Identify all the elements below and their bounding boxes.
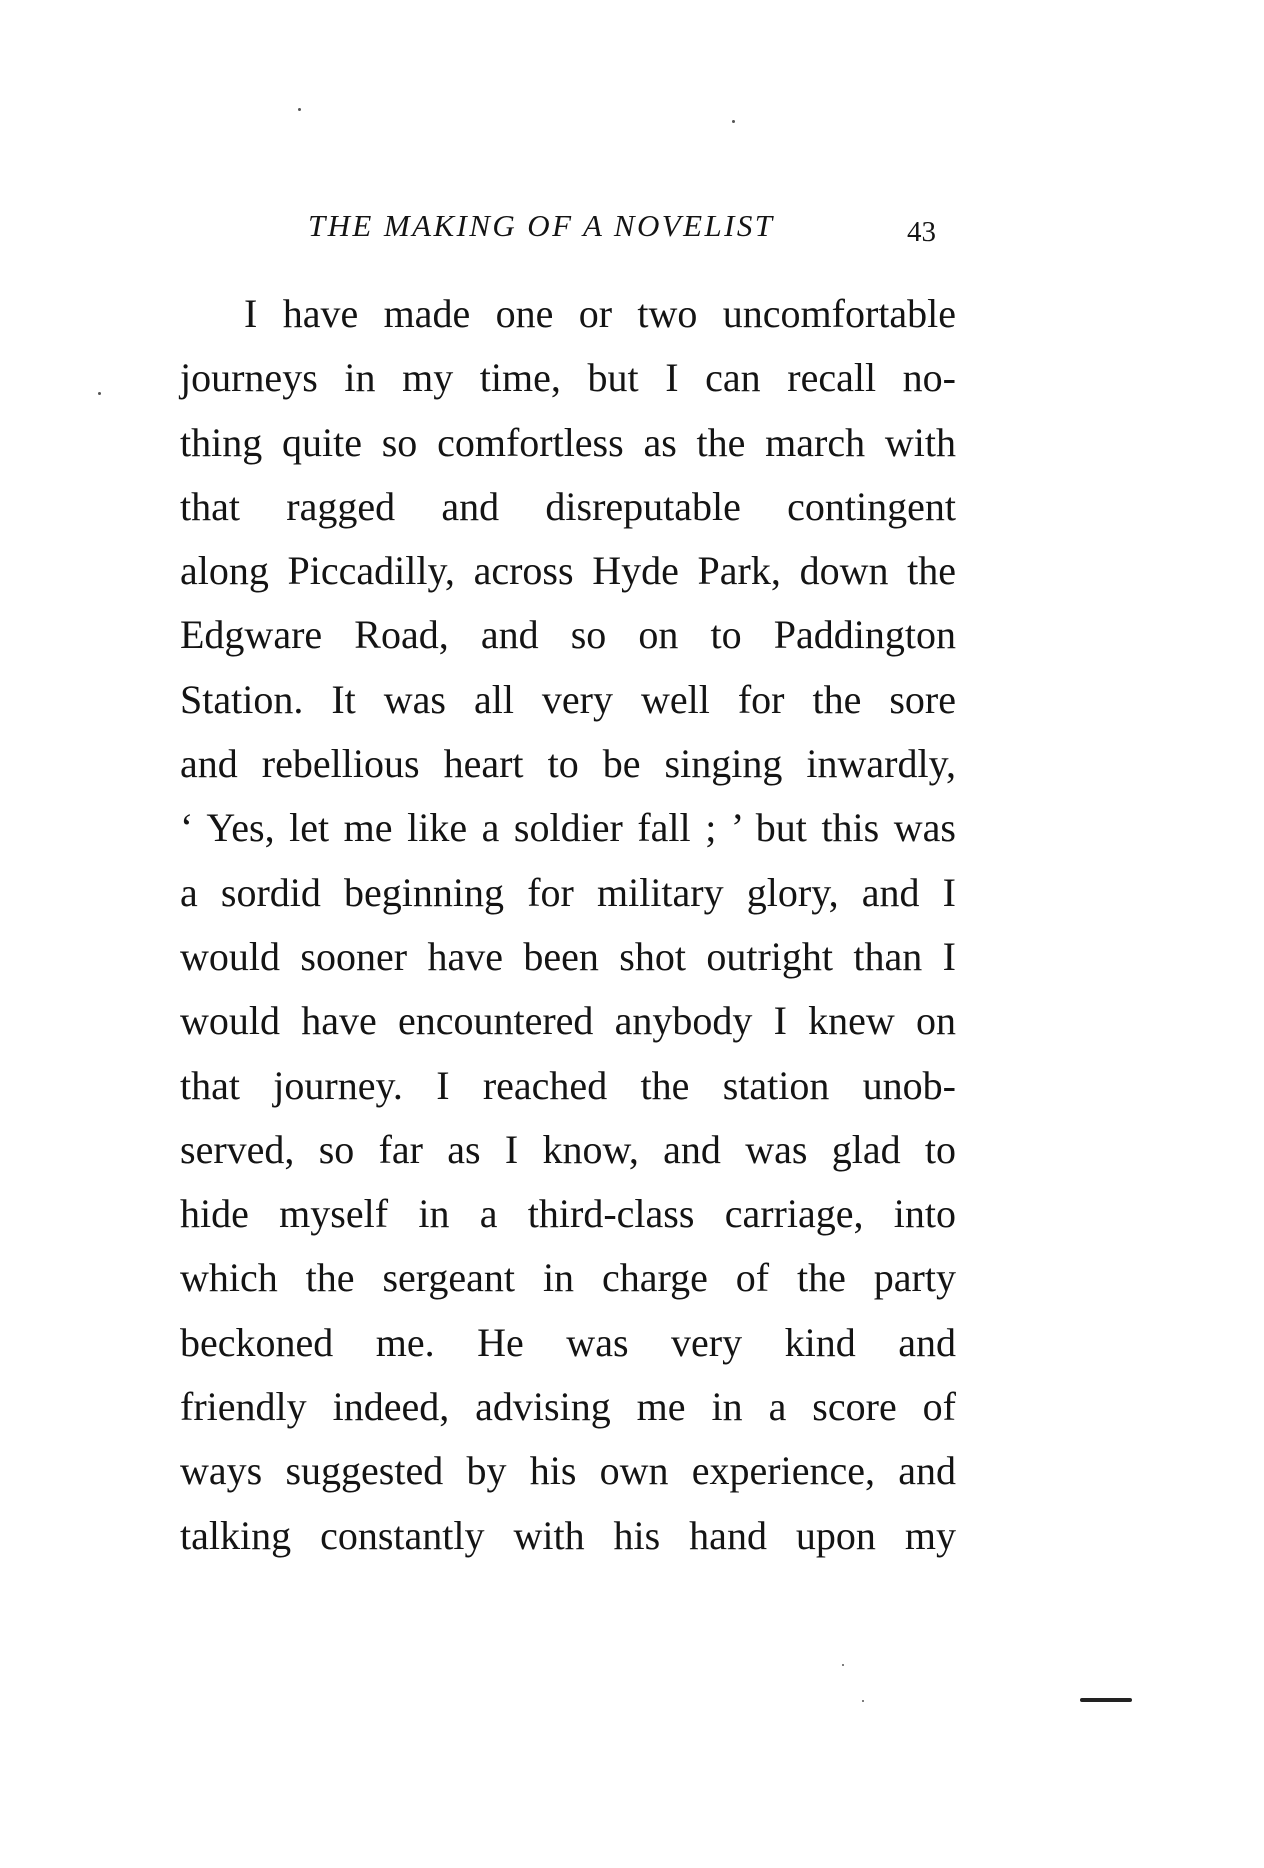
text-line: would sooner have been shot outright than I (180, 933, 956, 979)
text-line: journeys in my time, but I can recall no- (180, 355, 956, 401)
text-line: ways suggested by his own experience, and (180, 1448, 956, 1494)
print-speck (842, 1664, 844, 1666)
text-line: Edgware Road, and so on to Paddington (180, 612, 956, 658)
text-line: that journey. I reached the station unob- (180, 1062, 956, 1108)
print-speck (732, 120, 735, 123)
text-line: which the sergeant in charge of the party (180, 1255, 956, 1301)
text-line: a sordid beginning for military glory, and I (180, 869, 956, 915)
text-line: friendly indeed, advising me in a score of (180, 1384, 956, 1430)
text-line: thing quite so comfortless as the march with (180, 419, 956, 465)
text-line: would have encountered anybody I knew on (180, 998, 956, 1044)
catchword-dash (1080, 1698, 1132, 1702)
text-line: served, so far as I know, and was glad to (180, 1126, 956, 1172)
text-line: I have made one or two uncomfortable (244, 291, 956, 336)
text-line: and rebellious heart to be singing inwardly, (180, 741, 956, 787)
text-line: beckoned me. He was very kind and (180, 1319, 956, 1365)
body-text (180, 282, 956, 1568)
running-title: THE MAKING OF A NOVELIST (308, 208, 775, 243)
page-number: 43 (907, 216, 936, 248)
running-head (0, 206, 1264, 246)
text-line: that ragged and disreputable contingent (180, 483, 956, 529)
print-speck (98, 392, 101, 395)
text-line: hide myself in a third-class carriage, into (180, 1191, 956, 1237)
text-line: ‘ Yes, let me like a soldier fall ; ’ but this was (180, 805, 956, 851)
print-speck (862, 1700, 864, 1702)
print-speck (298, 108, 301, 111)
text-line: Station. It was all very well for the sore (180, 676, 956, 722)
text-line: along Piccadilly, across Hyde Park, down the (180, 548, 956, 594)
text-line: talking constantly with his hand upon my (180, 1512, 956, 1558)
